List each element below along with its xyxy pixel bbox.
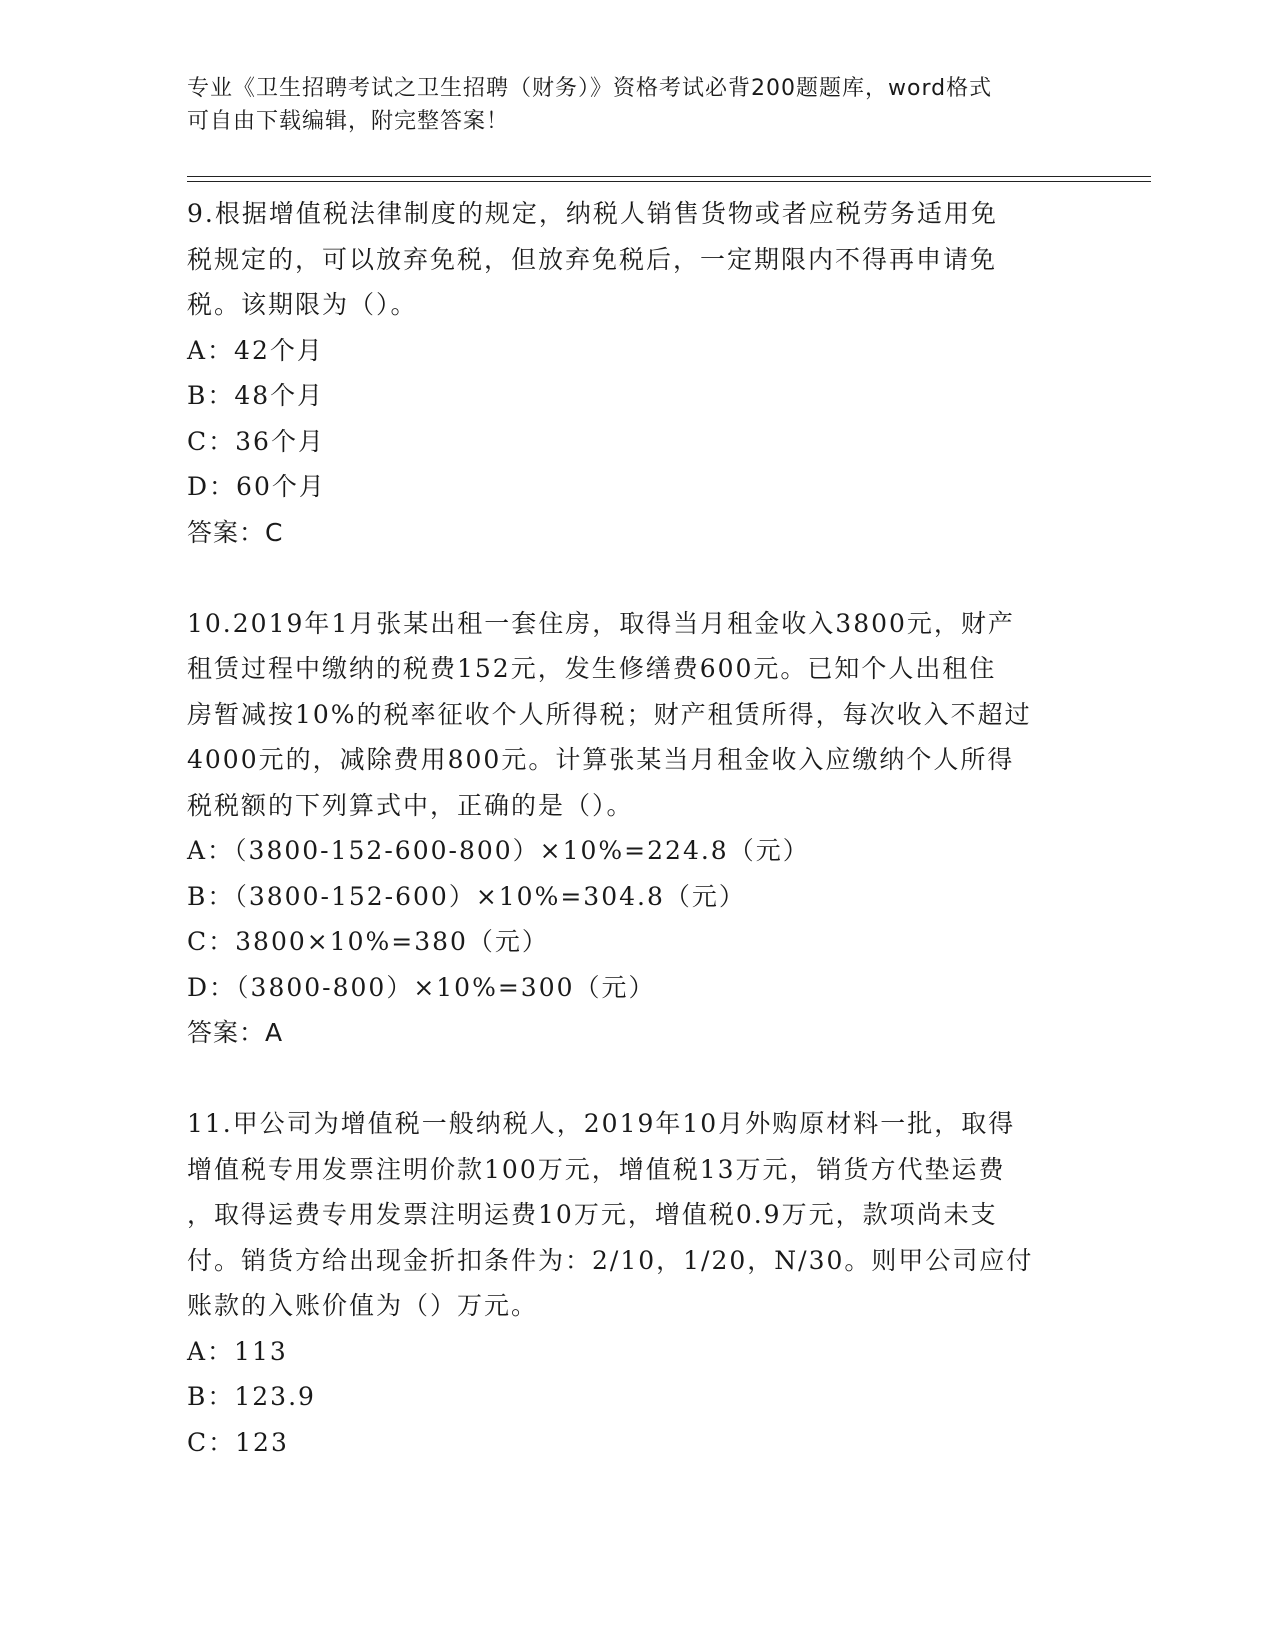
question-text-line: 增值税专用发票注明价款100万元，增值税13万元，销货方代垫运费: [187, 1154, 1006, 1184]
question-list: [187, 191, 1087, 1465]
question-spacer: [187, 555, 1087, 601]
question-text-line: 税税额的下列算式中，正确的是（）。: [187, 790, 634, 820]
option-b: B：（3800-152-600）×10%=304.8（元）: [187, 881, 746, 911]
header-divider-top: [187, 176, 1151, 177]
option-a: A：42个月: [187, 335, 324, 365]
question-text-line: 租赁过程中缴纳的税费152元，发生修缮费600元。已知个人出租住: [187, 654, 997, 683]
option-a: A：（3800-152-600-800）×10%=224.8（元）: [187, 836, 810, 865]
option-c: C：3800×10%=380（元）: [187, 927, 549, 956]
document-header: [187, 72, 1067, 138]
question-text-line: 10.2019年1月张某出租一套住房，取得当月租金收入3800元，财产: [187, 608, 1015, 638]
question-text-line: 房暂减按10%的税率征收个人所得税；财产租赁所得，每次收入不超过: [187, 699, 1032, 729]
question-text-line: 9.根据增值税法律制度的规定，纳税人销售货物或者应税劳务适用免: [187, 199, 998, 228]
header-title-line-1: 专业《卫生招聘考试之卫生招聘（财务）》资格考试必背200题题库，word格式: [187, 76, 993, 101]
answer-line: 答案：A: [187, 1018, 284, 1047]
option-c: C：123: [187, 1427, 289, 1457]
option-c: C：36个月: [187, 426, 325, 456]
question-text-line: ，取得运费专用发票注明运费10万元，增值税0.9万元，款项尚未支: [187, 1200, 998, 1229]
question-text-line: 税。该期限为（）。: [187, 290, 418, 319]
question-text-line: 账款的入账价值为（）万元。: [187, 1291, 539, 1320]
header-divider-bottom: [187, 181, 1151, 182]
option-b: B：48个月: [187, 381, 325, 410]
header-title-line-2: 可自由下载编辑，附完整答案！: [187, 109, 510, 134]
question-10: [187, 601, 1087, 1056]
question-text-line: 4000元的，减除费用800元。计算张某当月租金收入应缴纳个人所得: [187, 745, 1015, 774]
option-b: B：123.9: [187, 1382, 316, 1411]
question-spacer: [187, 1056, 1087, 1102]
question-text-line: 11.甲公司为增值税一般纳税人，2019年10月外购原材料一批，取得: [187, 1109, 1016, 1138]
question-text-line: 税规定的，可以放弃免税，但放弃免税后，一定期限内不得再申请免: [187, 244, 998, 274]
option-a: A：113: [187, 1336, 288, 1366]
question-text-line: 付。销货方给出现金折扣条件为：2/10，1/20，N/30。则甲公司应付: [187, 1245, 1034, 1275]
answer-line: 答案：C: [187, 517, 284, 547]
option-d: D：60个月: [187, 472, 326, 501]
question-9: [187, 191, 1087, 555]
option-d: D：（3800-800）×10%=300（元）: [187, 972, 656, 1002]
question-11: [187, 1101, 1087, 1465]
